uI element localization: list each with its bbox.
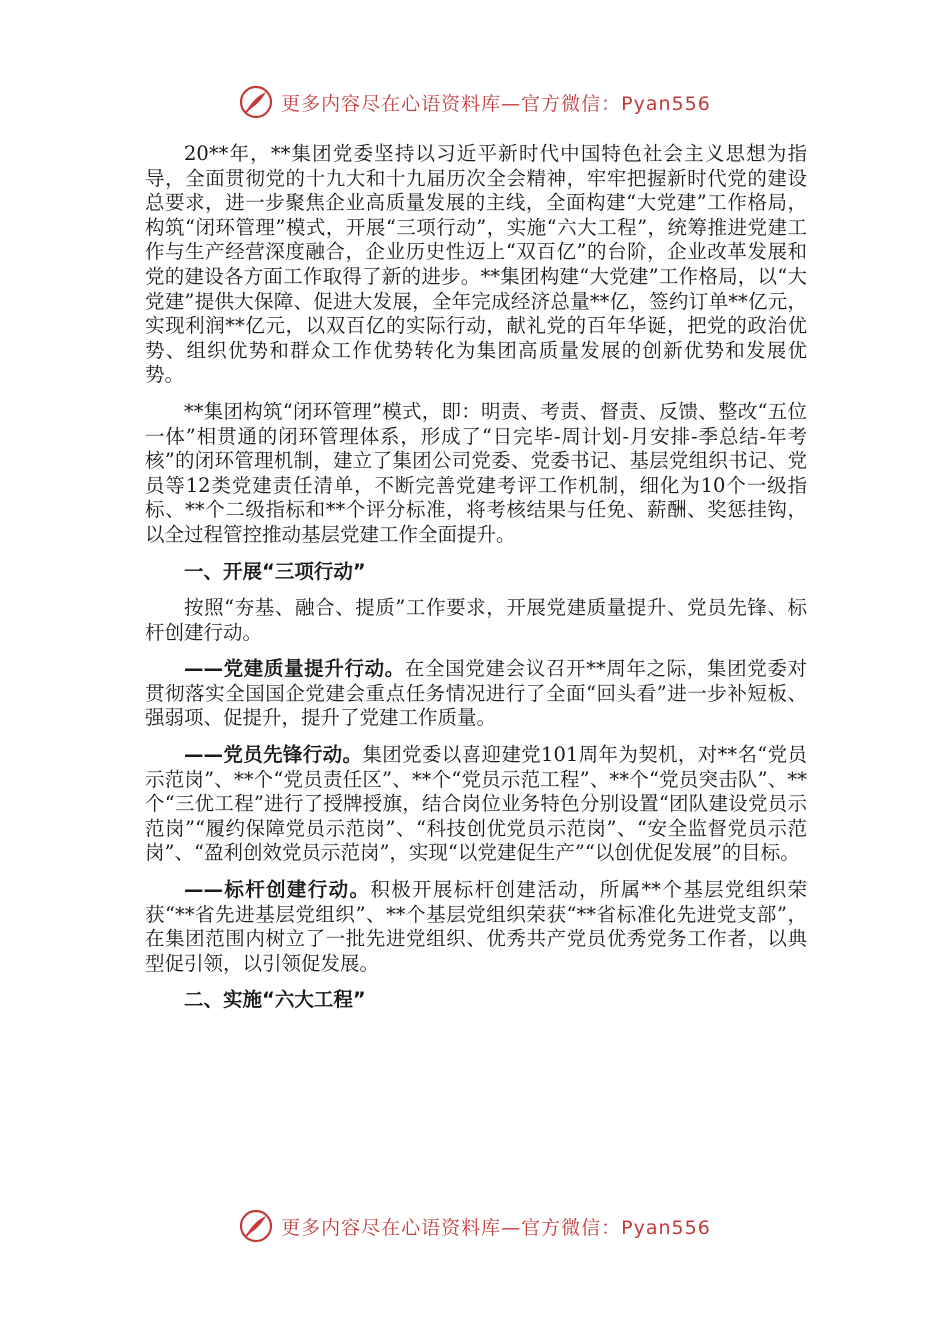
watermark-text: 更多内容尽在心语资料库—官方微信：Pyan556	[281, 92, 711, 115]
paragraph-pioneer-action	[145, 743, 807, 866]
document-body	[145, 142, 807, 1025]
body-quality-action: 在全国党建会议召开**周年之际，集团党委对贯彻落实全国国企党建会重点任务情况进行了全面“回头看”进一步补短板、强弱项、促提升，提升了党建工作质量。	[145, 657, 807, 730]
section-heading-1: 一、开展“三项行动”	[184, 559, 366, 583]
lead-pioneer-action: ——党员先锋行动。	[184, 743, 363, 767]
header-watermark-banner	[0, 82, 950, 122]
body-benchmark-action: 积极开展标杆创建活动，所属**个基层党组织荣获“**省先进基层党组织”、**个基层党组织荣获“**省标准化先进党支部”，在集团范围内树立了一批先进党组织、优秀共产党员优秀党务工作者，以典型促引领，以引领促发展。	[145, 878, 807, 975]
body-pioneer-action: 集团党委以喜迎建党101周年为契机，对**名“党员示范岗”、**个“党员责任区”、**个“党员示范工程”、**个“党员突击队”、**个“三优工程”进行了授牌授旗，结合岗位业务特色分别设置“团队建设党员示范岗”“履约保障党员示范岗”、“科技创优党员示范岗”、“安全监督党员示范岗”、“盈利创效党员示范岗”，实现“以党建促生产”“以创优促发展”的目标。	[145, 743, 807, 865]
paragraph-quality-action	[145, 657, 807, 731]
watermark-text: 更多内容尽在心语资料库—官方微信：Pyan556	[281, 1216, 711, 1239]
quill-pen-logo-icon	[239, 1209, 273, 1243]
footer-watermark-banner	[0, 1206, 950, 1246]
quill-pen-logo-icon	[239, 85, 273, 119]
paragraph-three-actions: 按照“夯基、融合、提质”工作要求，开展党建质量提升、党员先锋、标杆创建行动。	[145, 596, 807, 644]
lead-benchmark-action: ——标杆创建行动。	[184, 878, 371, 902]
paragraph-closed-loop: **集团构筑“闭环管理”模式，即：明责、考责、督责、反馈、整改“五位一体”相贯通的闭环管理体系，形成了“日完毕-周计划-月安排-季总结-年考核”的闭环管理机制，建立了集团公司党委、党委书记、基层党组织书记、党员等12类党建责任清单，不断完善党建考评工作机制，细化为10个一级指标、**个二级指标和**个评分标准，将考核结果与任免、薪酬、奖惩挂钩，以全过程管控推动基层党建工作全面提升。	[145, 399, 807, 546]
paragraph-benchmark-action	[145, 878, 807, 976]
paragraph-intro: 20**年，**集团党委坚持以习近平新时代中国特色社会主义思想为指导，全面贯彻党的十九大和十九届历次全会精神，牢牢把握新时代党的建设总要求，进一步聚焦企业高质量发展的主线，全面构建“大党建”工作格局，构筑“闭环管理”模式，开展“三项行动”，实施“六大工程”，统筹推进党建工作与生产经营深度融合，企业历史性迈上“双百亿”的台阶，企业改革发展和党的建设各方面工作取得了新的进步。**集团构建“大党建”工作格局，以“大党建”提供大保障、促进大发展，全年完成经济总量**亿，签约订单**亿元，实现利润**亿元，以双百亿的实际行动，献礼党的百年华诞，把党的政治优势、组织优势和群众工作优势转化为集团高质量发展的创新优势和发展优势。	[145, 142, 807, 387]
lead-quality-action: ——党建质量提升行动。	[184, 657, 405, 681]
section-heading-2: 二、实施“六大工程”	[184, 988, 366, 1012]
